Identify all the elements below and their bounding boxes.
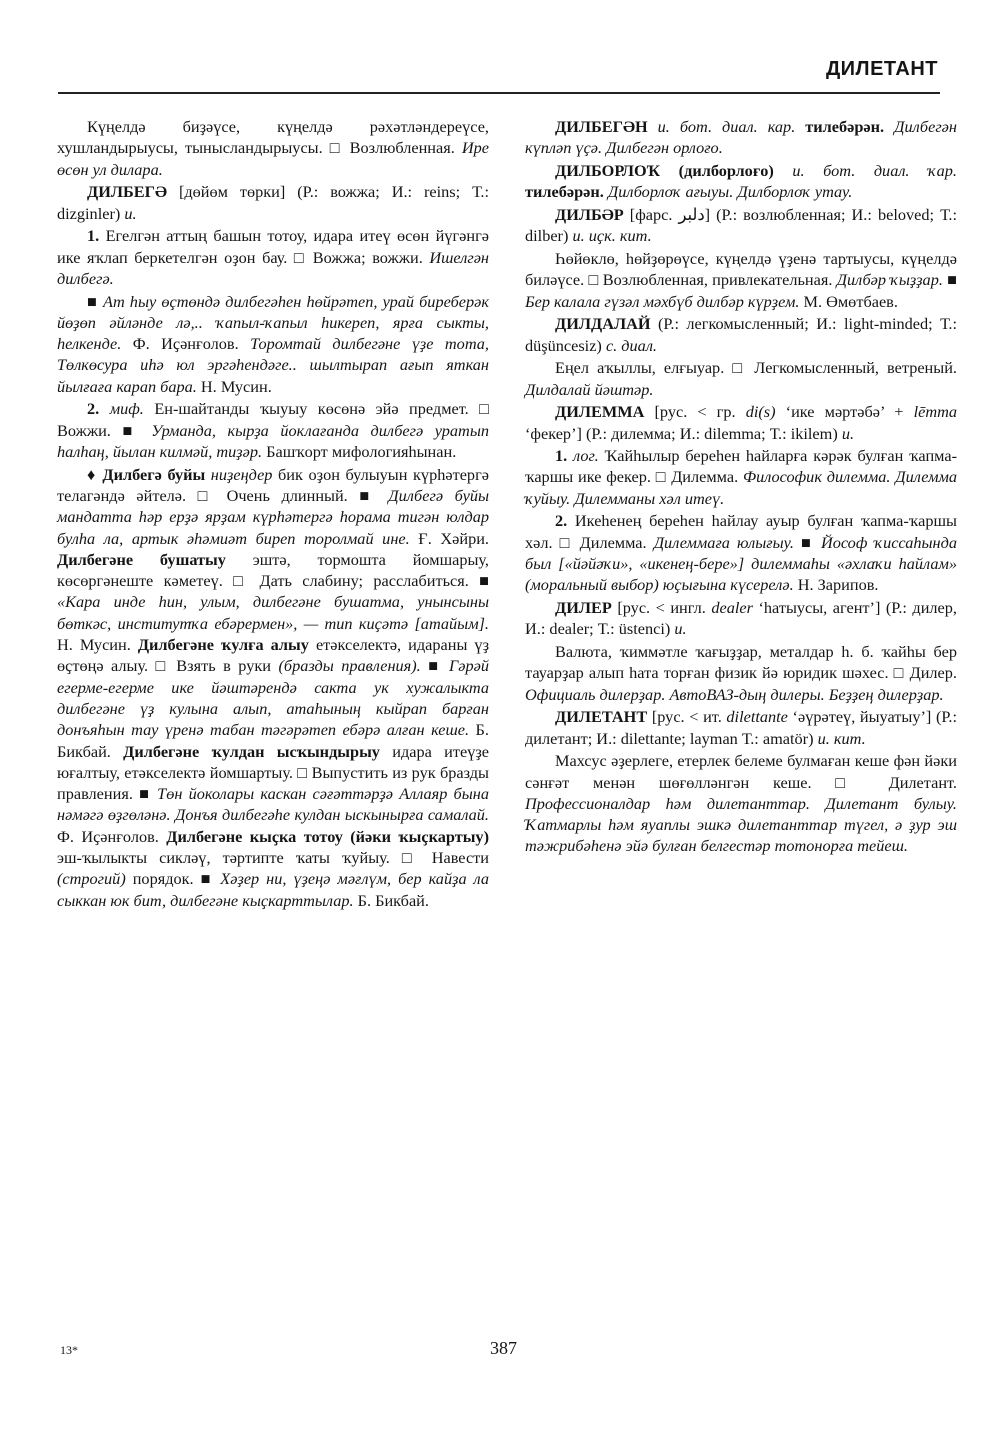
sense-2: 2. миф. Ен-шайтанды ҡыуыу көсөнә эйә предмет. □ Вожжи. ■ Урманда, кырҙа йоклағанда дилбегә уратып һалһаң, йылан килмәй, тиҙәр. Башҡорт мифологияһынан. — [57, 399, 489, 462]
entry-diler: ДИЛЕР [рус. < ингл. dealer ‘һатыусы, агент’] (Р.: дилер, И.: dealer; Т.: üstenci) и. — [525, 598, 957, 639]
headword: ДИЛБӘР — [555, 204, 624, 224]
right-column — [525, 116, 957, 858]
entry-diler-def: Валюта, ҡиммәтле ҡағыҙҙар, металдар һ. б. ҡайһы бер тауарҙар алып һата торған физик йә юридик шәхес. □ Дилер. Официаль дилерҙар. АвтоВАЗ-дың дилеры. Беҙҙең дилерҙар. — [525, 642, 957, 704]
dilemma-sense-1: 1. лог. Ҡайһылыр береһен һайларға кәрәк булған ҡапма-ҡаршы ике фекер. □ Дилемма. Философик дилемма. Дилемма ҡуйыу. Дилемманы хәл итеү. — [525, 446, 958, 508]
sense-1: 1. Егелгән аттың башын тотоу, идара итеү өсөн йүгәнгә ике яҡлап беркетелгән оҙон бау. □ Вожжа; вожжи. Ишелгән дилбегә. — [57, 226, 489, 288]
entry-dilbar-def: Һөйөклө, һөйҙөрөүсе, күңелдә үҙенә тартыусы, күңелдә биләүсе. □ Возлюбленная, привлекательная. Дилбәр ҡыҙҙар. ■ Бер калала гүзәл мәхбүб дилбәр күрҙем. М. Өмөтбаев. — [525, 248, 958, 311]
entry-dilemma: ДИЛЕММА [рус. < гр. di(s) ‘ике мәртәбә’ + lēmma ‘фекер’] (Р.: дилемма; И.: dilemma; Т.: ikilem) и. — [525, 402, 957, 443]
headword: ДИЛБОРЛОҠ — [555, 160, 661, 180]
left-column — [57, 116, 489, 912]
headword: ДИЛЕТАНТ — [555, 707, 648, 727]
entry-dilbar: ДИЛБӘР [фарс. دلبر] (Р.: возлюбленная; И.: beloved; Т.: dilber) и. иҫк. кит. — [525, 204, 957, 246]
headword: ДИЛБЕГӘН — [555, 117, 648, 136]
page-number: 387 — [490, 1338, 517, 1358]
dilemma-sense-2: 2. Икеһенең береһен һайлау ауыр булған ҡапма-ҡаршы хәл. □ Дилемма. Дилеммаға юлығыу. ■ Йософ ҡиссаһында был [«йәйәҡи», «икенең-бере»] дилеммаһы «әхлаҡи һайлам» (моральный выбор) юҫығына күсерелә. Н. Зарипов. — [525, 511, 957, 595]
entry-dilborlok: ДИЛБОРЛОҠ (дилборлоғо) и. бот. диал. ҡар. тилебәрән. Дилборлоҡ ағыуы. Дилборлоҡ утау. — [525, 160, 957, 202]
phraseology: ♦ Дилбегә буйы ниҙеңдер бик оҙон булыуын күрһәтергә телагәндә әйтелә. □ Очень длинный. ■ Дилбегә буйы мандатта һәр ерҙә ярҙам күрһәтергә һорама тигән юлдар булһа ла, артык әһәмиәт биреп торолмай ине. Ғ. Хәйри. Дилбегәне бушатыу эштә, тормошта йомшарыу, көсөргәнеште кәметеү. □ Дать слабину; расслабиться. ■ «Кара инде һин, улым, дилбегәне бушатма, унынсыны бөткәс, институтҡа ебәрермен», — тип киҫәтә [атайым]. Н. Мусин. Дилбегәне ҡулға алыу етәкселектә, идараны үҙ өҫтөңә алыу. □ Взять в руки (бразды правления). ■ Гәрәй егерме-егерме ике йәштәрендә сакта ук хужалыкта дилбегәне үҙ кулына алып, атаһының кыйрап барған донъяһын тау үренә табан тәгәрәтеп ебәрә алған кеше. Б. Бикбай. Дилбегәне ҡулдан ысҡындырыу идара итеүҙе юғалтыу, етәкселектә йомшартыу. □ Выпустить из рук бразды правления. ■ Төн йоколары каскан сәғәттәрҙә Аллаяр бына нәмәгә өҙгөләнә. Донъя дилбегәһе кулдан ыскынырға самалай. Ф. Иҫәнғолов. Дилбегәне кыҫка тотоу (йәки ҡыҫкартыу) эш-ҡылыкты сикләү, тәртипте ҡаты ҡуйыу. □ Навести (строгий) порядок. ■ Хәҙер ни, үҙеңә мәғлүм, бер кайҙа ла сыккан юк бит, дилбегәне кыҫкарттылар. Б. Бикбай. — [57, 464, 489, 910]
entry-paragraph: Күңелдә биҙәүсе, күңелдә рәхәтләндереүсе, хушландырыусы, тынысландырыусы. □ Возлюбленная. Ире өсөн ул дилара. — [57, 117, 489, 179]
headword: ДИЛЕММА — [555, 402, 645, 422]
entry-dilbegan: ДИЛБЕГӘН и. бот. диал. кар. тилебәрән. Дилбегән күпләп үҫә. Дилбегән орлоғо. — [525, 117, 957, 158]
running-head: ДИЛЕТАНТ — [825, 58, 938, 80]
entry-diletant: ДИЛЕТАНТ [рус. < ит. dilettante ‘әүрәтеү, йыуатыу’] (Р.: дилетант; И.: dilettante; layman Т.: amatör) и. кит. — [525, 707, 958, 748]
headword: ДИЛБЕГӘ — [87, 182, 168, 202]
header-rule — [58, 92, 940, 94]
headword: ДИЛЕР — [555, 598, 612, 618]
sense-1-example: ■ Ат һыу өҫтөндә дилбегәһен һөйрәтеп, урай биреберәк йөҙөп әйләнде лә,.. ҡапыл-ҡапыл һикереп, ярға сыкты, һелкенде. Ф. Иҫәнғолов. Торомтай дилбегәне үҙе тота, Төлкөсура иһә юл эргәһендәге.. шылтырап ағып яткан йылғаға карап бара. Н. Мусин. — [57, 291, 489, 396]
entry-dilbega: ДИЛБЕГӘ [дөйөм төрки] (Р.: вожжа; И.: reins; Т.: dizginler) и. — [57, 182, 489, 223]
entry-diletant-def: Махсус әҙерлеге, етерлек белеме булмаған кеше фән йәки сәнғәт менән шөғөлләнгән кеше. □ Дилетант. Профессионалдар һәм дилетанттар. Дилетант булыу. Ҡатмарлы һәм яуаплы эшкә дилетанттар түгел, ә ҙур эш тәжрибәһенә эйә булған белгестәр тотонорға тейеш. — [525, 751, 957, 856]
printer-signature: 13* — [60, 1343, 78, 1357]
entry-dildalay-def: Еңел аҡыллы, елғыуар. □ Легкомысленный, ветреный. Дилдалай йәштәр. — [525, 358, 957, 399]
headword: ДИЛДАЛАЙ — [555, 314, 651, 334]
entry-dildalay: ДИЛДАЛАЙ (Р.: легкомысленный; И.: light-minded; Т.: düşüncesiz) с. диал. — [525, 314, 957, 355]
